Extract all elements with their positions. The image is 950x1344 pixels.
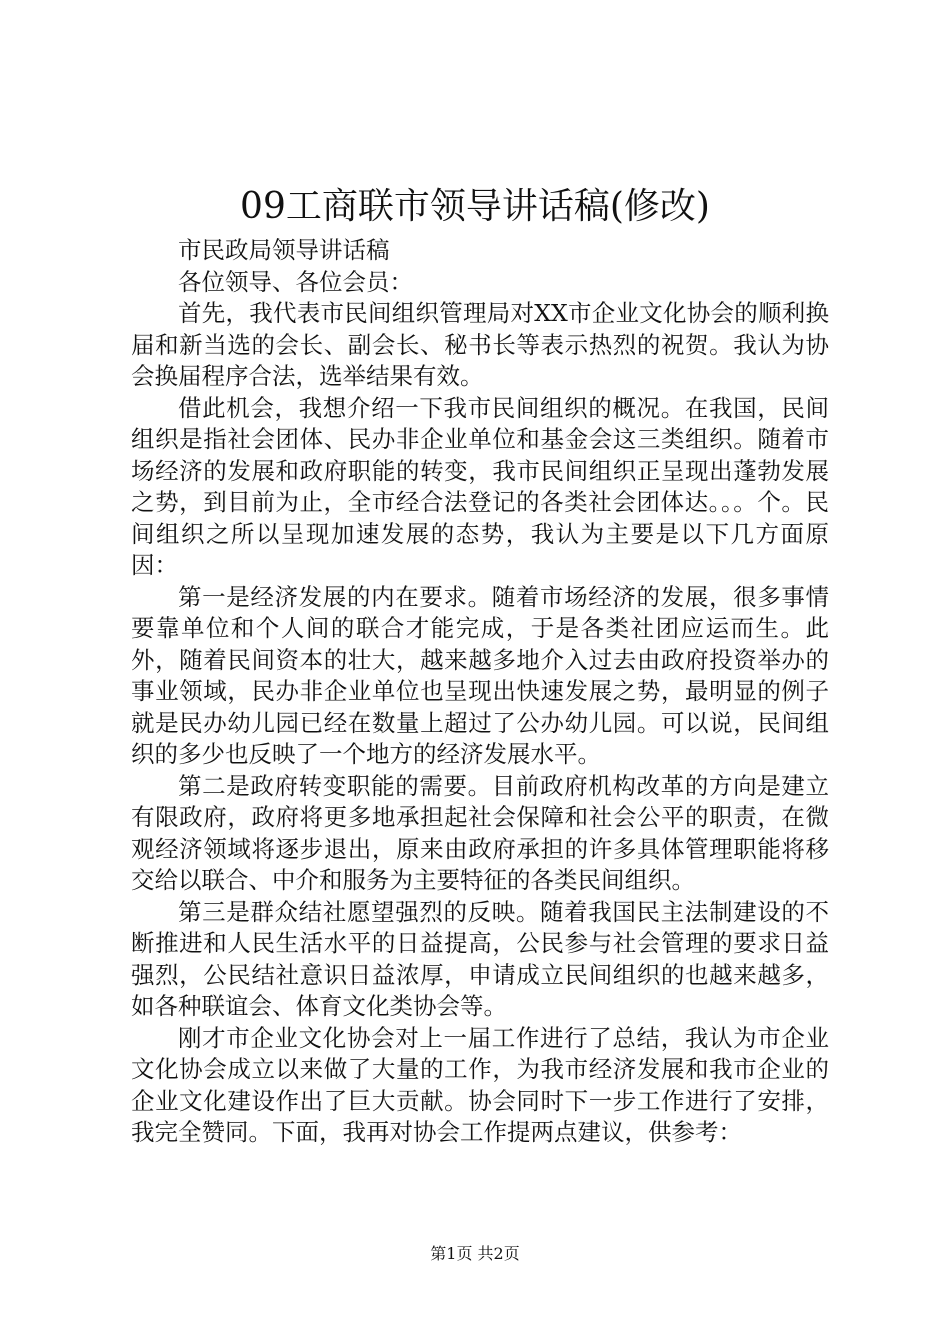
paragraph: 第三是群众结社愿望强烈的反映。随着我国民主法制建设的不断推进和人民生活水平的日益提高，公民参与社会管理的要求日益强烈，公民结社意识日益浓厚，申请成立民间组织的也越来越多，如各种联谊会、体育文化类协会等。 — [131, 897, 829, 1020]
paragraph: 首先，我代表市民间组织管理局对XX市企业文化协会的顺利换届和新当选的会长、副会长、秘书长等表示热烈的祝贺。我认为协会换届程序合法，选举结果有效。 — [131, 299, 829, 390]
document-title: 09工商联市领导讲话稿(修改) — [240, 186, 710, 227]
paragraph: 第二是政府转变职能的需要。目前政府机构改革的方向是建立有限政府，政府将更多地承担起社会保障和社会公平的职责，在微观经济领域将逐步退出，原来由政府承担的许多具体管理职能将移交给以联合、中介和服务为主要特征的各类民间组织。 — [131, 771, 829, 894]
paragraph: 第一是经济发展的内在要求。随着市场经济的发展，很多事情要靠单位和个人间的联合才能完成，于是各类社团应运而生。此外，随着民间资本的壮大，越来越多地介入过去由政府投资举办的事业领域，民办非企业单位也呈现出快速发展之势，最明显的例子就是民办幼儿园已经在数量上超过了公办幼儿园。可以说，民间组织的多少也反映了一个地方的经济发展水平。 — [131, 582, 829, 768]
document-body — [131, 235, 829, 1149]
paragraph-heading-line: 市民政局领导讲话稿 — [178, 236, 390, 264]
page-number-footer: 第1页 共2页 — [430, 1244, 520, 1263]
paragraph: 借此机会，我想介绍一下我市民间组织的概况。在我国，民间组织是指社会团体、民办非企业单位和基金会这三类组织。随着市场经济的发展和政府职能的转变，我市民间组织正呈现出蓬勃发展之势，到目前为止，全市经合法登记的各类社会团体达。。。个。民间组织之所以呈现加速发展的态势，我认为主要是以下几方面原因： — [131, 393, 829, 579]
paragraph-salutation: 各位领导、各位会员： — [178, 267, 413, 296]
paragraph: 刚才市企业文化协会对上一届工作进行了总结，我认为市企业文化协会成立以来做了大量的工作，为我市经济发展和我市企业的企业文化建设作出了巨大贡献。协会同时下一步工作进行了安排，我完全赞同。下面，我再对协会工作提两点建议，供参考： — [131, 1023, 829, 1146]
